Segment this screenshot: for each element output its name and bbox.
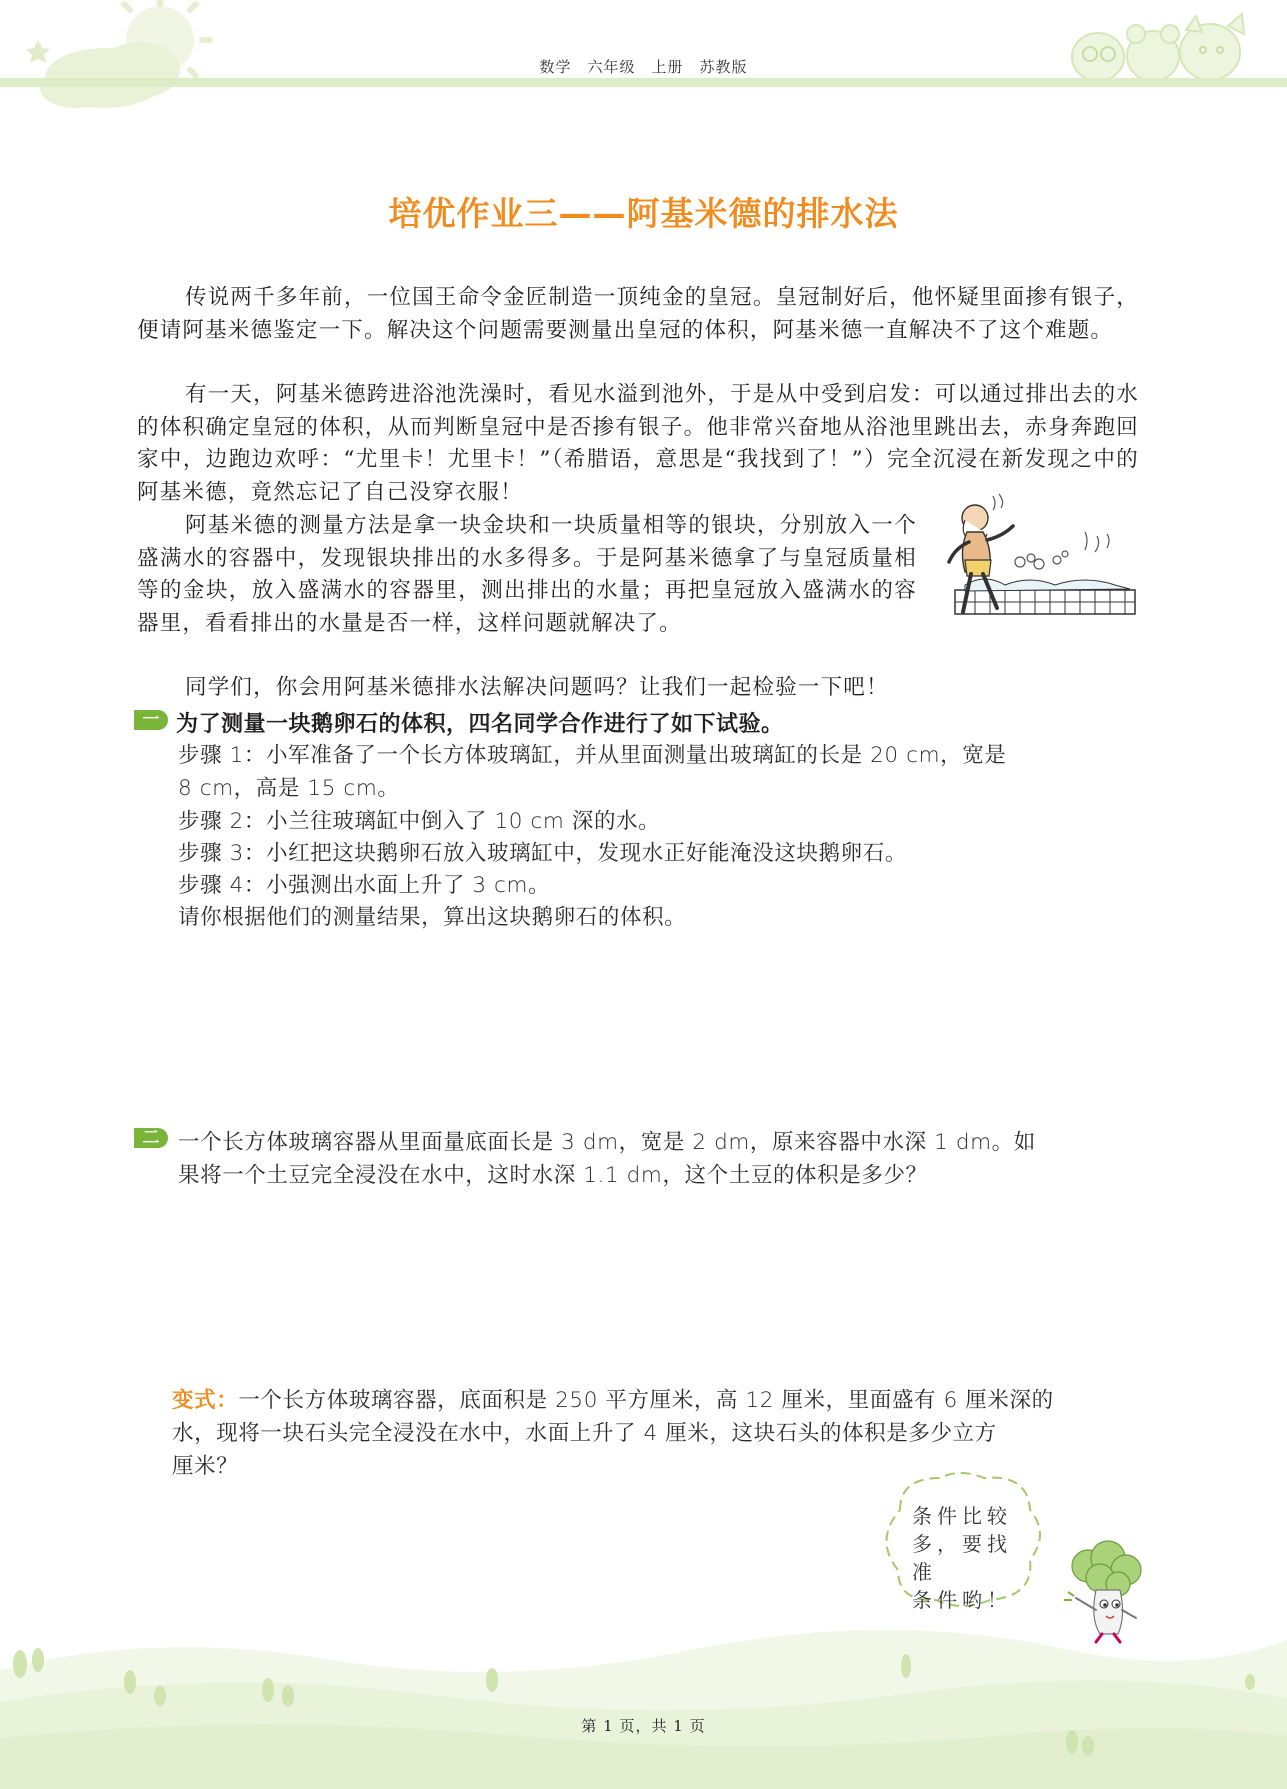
intro-paragraph-3: 阿基米德的测量方法是拿一块金块和一块质量相等的银块，分别放入一个盛满水的容器中，发现银块排出的水多得多。于是阿基米德拿了与皇冠质量相等的金块，放入盛满水的容器里，测出排出的水量；再把皇冠放入盛满水的容器里，看看排出的水量是否一样，这样问题就解决了。: [137, 513, 917, 636]
q1-step-2: 步骤 2：小兰往玻璃缸中倒入了 10 cm 深的水。: [178, 809, 661, 834]
tip-line-2: 多，要找准: [912, 1532, 1012, 1584]
variant-line-1: [172, 1383, 1054, 1414]
page-title: 培优作业三——阿基米德的排水法: [388, 194, 899, 233]
q2-line-2: 果将一个土豆完全浸没在水中，这时水深 1.1 dm，这个土豆的体积是多少？: [178, 1163, 928, 1188]
header-title: 数学 六年级 上册 苏教版: [539, 58, 748, 76]
question-1-badge: 一: [134, 710, 168, 730]
variant-text-1: 一个长方体玻璃容器，底面积是 250 平方厘米，高 12 厘米，里面盛有 6 厘米深的: [238, 1388, 1054, 1413]
tip-line-1: 条件比较: [912, 1504, 1012, 1528]
variant-label: 变式：: [172, 1388, 239, 1413]
tip-text: [912, 1502, 1032, 1614]
page-number: 第 1 页，共 1 页: [581, 1717, 706, 1735]
intro-paragraph-4: 同学们，你会用阿基米德排水法解决问题吗？让我们一起检验一下吧！: [185, 675, 889, 700]
q2-line-1: 一个长方体玻璃容器从里面量底面长是 3 dm，宽是 2 dm，原来容器中水深 1 dm。如: [178, 1130, 1036, 1155]
question-2-badge: 二: [134, 1128, 168, 1148]
tip-line-3: 条件哟！: [912, 1588, 1012, 1612]
q1-step-1-line-2: 8 cm，高是 15 cm。: [178, 776, 400, 801]
header-band: [0, 78, 1287, 87]
variant-line-3: 厘米？: [172, 1454, 239, 1479]
variant-line-2: 水，现将一块石头完全浸没在水中，水面上升了 4 厘米，这块石头的体积是多少立方: [172, 1421, 997, 1446]
q1-step-3: 步骤 3：小红把这块鹅卵石放入玻璃缸中，发现水正好能淹没这块鹅卵石。: [178, 841, 907, 866]
q1-question: 请你根据他们的测量结果，算出这块鹅卵石的体积。: [178, 905, 687, 930]
q1-step-1-line-1: 步骤 1：小军准备了一个长方体玻璃缸，并从里面测量出玻璃缸的长是 20 cm，宽是: [178, 743, 1007, 768]
landscape-illustration: [0, 1610, 1287, 1789]
intro-paragraph-1: 传说两千多年前，一位国王命令金匠制造一顶纯金的皇冠。皇冠制好后，他怀疑里面掺有银子，便请阿基米德鉴定一下。解决这个问题需要测量出皇冠的体积，阿基米德一直解决不了这个难题。: [137, 285, 1139, 343]
q1-step-4: 步骤 4：小强测出水面上升了 3 cm。: [178, 873, 551, 898]
archimedes-bath-illustration: [935, 490, 1140, 630]
question-1-heading: 为了测量一块鹅卵石的体积，四名同学合作进行了如下试验。: [176, 712, 784, 737]
intro-paragraph-2: 有一天，阿基米德跨进浴池洗澡时，看见水溢到池外，于是从中受到启发：可以通过排出去的水的体积确定皇冠的体积，从而判断皇冠中是否掺有银子。他非常兴奋地从浴池里跳出去，赤身奔跑回家中，边跑边欢呼：“尤里卡！尤里卡！”（希腊语，意思是“我找到了！”）完全沉浸在新发现之中的阿基米德，竟然忘记了自己没穿衣服！: [137, 382, 1139, 505]
